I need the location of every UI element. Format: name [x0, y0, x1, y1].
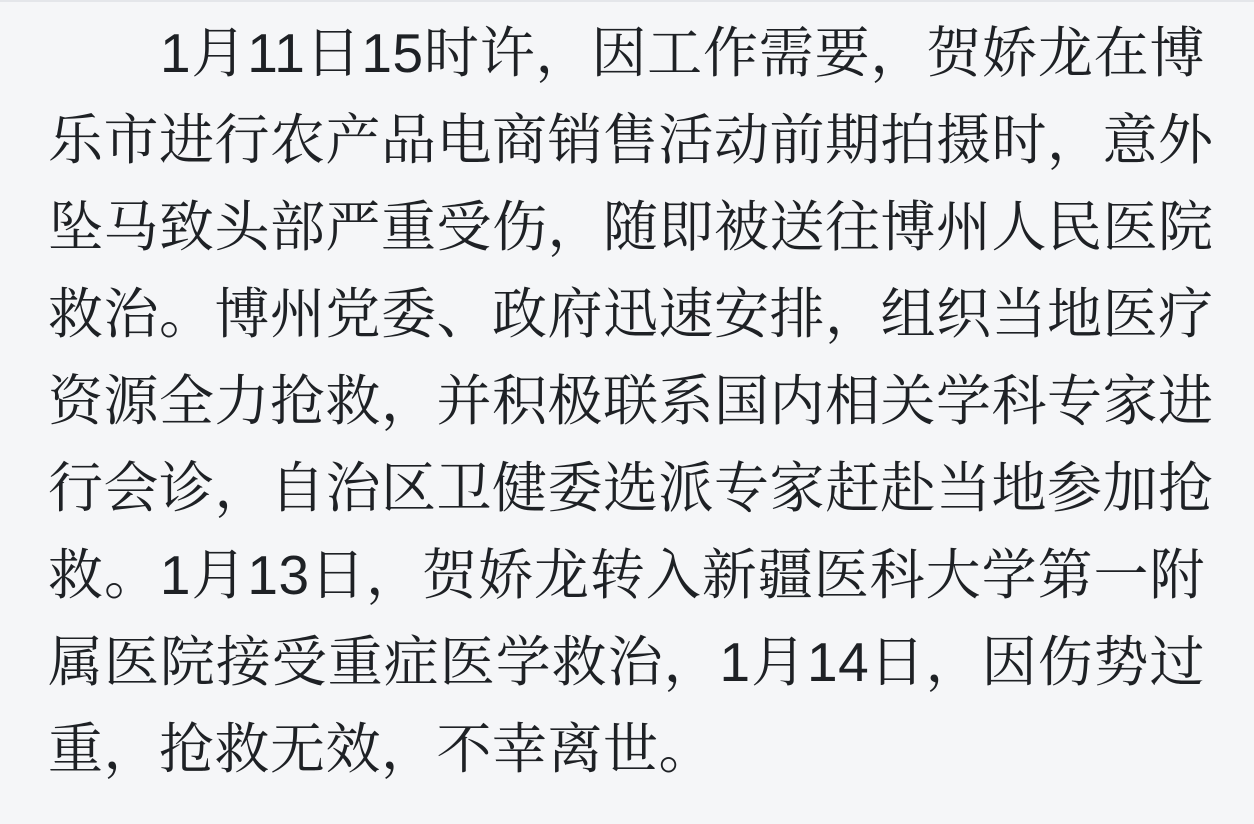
text-line: 行会诊，自治区卫健委选派专家赶赴当地参加抢: [48, 457, 1214, 519]
text-line: 乐市进行农产品电商销售活动前期拍摄时，意外: [48, 109, 1214, 171]
article-paragraph: [48, 10, 1214, 793]
top-edge-artifact: [0, 0, 1254, 2]
text-line: 坠马致头部严重受伤，随即被送往博州人民医院: [48, 196, 1214, 258]
text-line: 救治。博州党委、政府迅速安排，组织当地医疗: [48, 283, 1214, 345]
text-line: 属医院接受重症医学救治，1月14日，因伤势过: [48, 631, 1205, 693]
text-line: 1月11日15时许，因工作需要，贺娇龙在博: [160, 22, 1205, 84]
text-line: 重，抢救无效，不幸离世。: [48, 718, 715, 780]
text-line: 资源全力抢救，并积极联系国内相关学科专家进: [48, 370, 1214, 432]
text-line: 救。1月13日，贺娇龙转入新疆医科大学第一附: [48, 544, 1205, 606]
